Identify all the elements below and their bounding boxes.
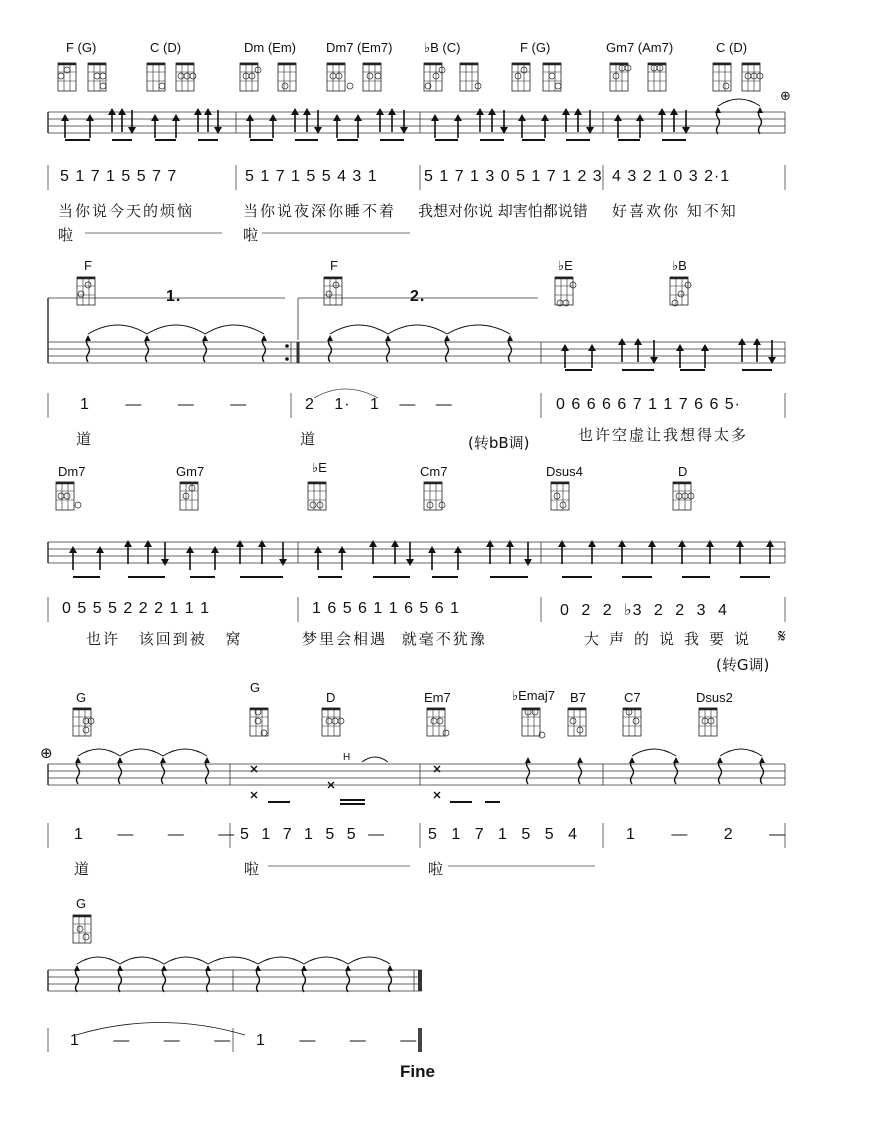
chord-label: C (D): [716, 40, 748, 55]
chord-label: Cm7: [420, 464, 448, 479]
jianpu-measure: 0 6 6 6 6 7 1 1 7 6 6 5·: [556, 396, 742, 413]
staff-2: [48, 298, 785, 363]
key-change: (转G调): [716, 656, 770, 674]
coda-symbol: ⊕: [40, 745, 53, 762]
lyric-line: 当你说今天的烦恼: [58, 202, 195, 220]
chord-label: B7: [570, 690, 586, 705]
chord-label: ♭Emaj7: [512, 688, 555, 703]
jianpu-measure: 5 1 7 1 5 5 4: [428, 826, 578, 843]
jianpu-measure: 4 3 2 1 0 3 2·1: [612, 168, 731, 185]
lyric-line: 啦: [428, 860, 446, 878]
chord-label: C7: [624, 690, 641, 705]
chord-label: Dsus2: [696, 690, 733, 705]
lyric-line: 啦: [58, 226, 76, 244]
harmonic-mark: H: [343, 752, 351, 763]
jianpu-measure: 1 — — —: [80, 396, 248, 413]
chord-diagrams: [56, 63, 760, 943]
chord-label: D: [678, 464, 688, 479]
jianpu-measure: 1 — — —: [74, 826, 236, 843]
lyric-line: 道: [74, 860, 92, 878]
lyric-line: 道: [76, 430, 94, 448]
chord-label: ♭E: [558, 258, 573, 273]
jianpu-measure: 1 — — —: [256, 1032, 418, 1049]
fine-label: Fine: [400, 1062, 435, 1081]
staff-3: [48, 542, 785, 563]
jianpu-measure: 2 1· 1 — —: [305, 396, 453, 413]
chord-label: D: [326, 690, 336, 705]
coda-symbol: ⊕: [780, 88, 791, 103]
lyric-line: 也许 该回到被 窝: [86, 630, 243, 648]
lyric-line: 啦: [243, 226, 261, 244]
lyric-line: 当你说夜深你睡不着: [243, 202, 397, 220]
chord-label: ♭B (C): [424, 40, 461, 55]
lyric-line: 也许空虚让我想得太多: [578, 426, 749, 444]
chord-label: Dm7: [58, 464, 86, 479]
jianpu-measure: 5 1 7 1 5 5 7 7: [60, 168, 178, 185]
strum-pattern-1: [61, 99, 763, 138]
lyric-line: 大声的说我要说: [584, 630, 760, 648]
chord-label: ♭B: [672, 258, 687, 273]
strum-pattern-2: [85, 325, 776, 368]
chord-label: Gm7: [176, 464, 205, 479]
staff-5: [48, 970, 422, 991]
strum-pattern-3: [69, 540, 774, 570]
jianpu-measure: 1 — 2 —: [626, 826, 787, 843]
lyric-line: 梦里会相遇 就毫不犹豫: [302, 630, 487, 648]
finger-dots: [58, 65, 763, 940]
jianpu-measure: 5 1 7 1 5 5 —: [240, 826, 386, 843]
chord-label: G: [250, 680, 261, 695]
lyric-line: 啦: [244, 860, 262, 878]
key-change: (转bB调): [468, 434, 530, 452]
segno-symbol: 𝄋: [778, 626, 786, 646]
jianpu-measure: 1 6 5 6 1 1 6 5 6 1: [312, 600, 460, 617]
jianpu-measure: 5 1 7 1 5 5 4 3 1: [245, 168, 378, 185]
ending-1: 1.: [166, 288, 182, 305]
jianpu-measure: 1 — — —: [70, 1032, 232, 1049]
lyric-line: 好喜欢你 知不知: [612, 202, 738, 220]
chord-label: ♭E: [312, 460, 327, 475]
chord-label: Dm7 (Em7): [326, 40, 393, 55]
chord-label: G: [76, 896, 87, 911]
chord-label: F: [330, 258, 338, 273]
chord-label: Gm7 (Am7): [606, 40, 674, 55]
repeat-dots: [285, 344, 289, 361]
jianpu-measure: 5 1 7 1 3 0 5 1 7 1 2 3: [424, 168, 603, 185]
lyric-line: 我想对你说 却害怕都说错: [418, 202, 588, 220]
jianpu-measure: 0 2 2 ♭3 2 2 3 4: [560, 602, 728, 619]
ending-2: 2.: [410, 288, 426, 305]
chord-label: Dm (Em): [244, 40, 296, 55]
strum-pattern-5: [74, 957, 393, 992]
chord-label: F (G): [66, 40, 97, 55]
chord-label: F: [84, 258, 92, 273]
lyric-line: 道: [300, 430, 318, 448]
chord-label: F (G): [520, 40, 551, 55]
jianpu-measure: 0 5 5 5 2 2 2 1 1 1: [62, 600, 210, 617]
chord-label: G: [76, 690, 87, 705]
chord-label: Em7: [424, 690, 451, 705]
chord-label: Dsus4: [546, 464, 583, 479]
chord-label: C (D): [150, 40, 182, 55]
